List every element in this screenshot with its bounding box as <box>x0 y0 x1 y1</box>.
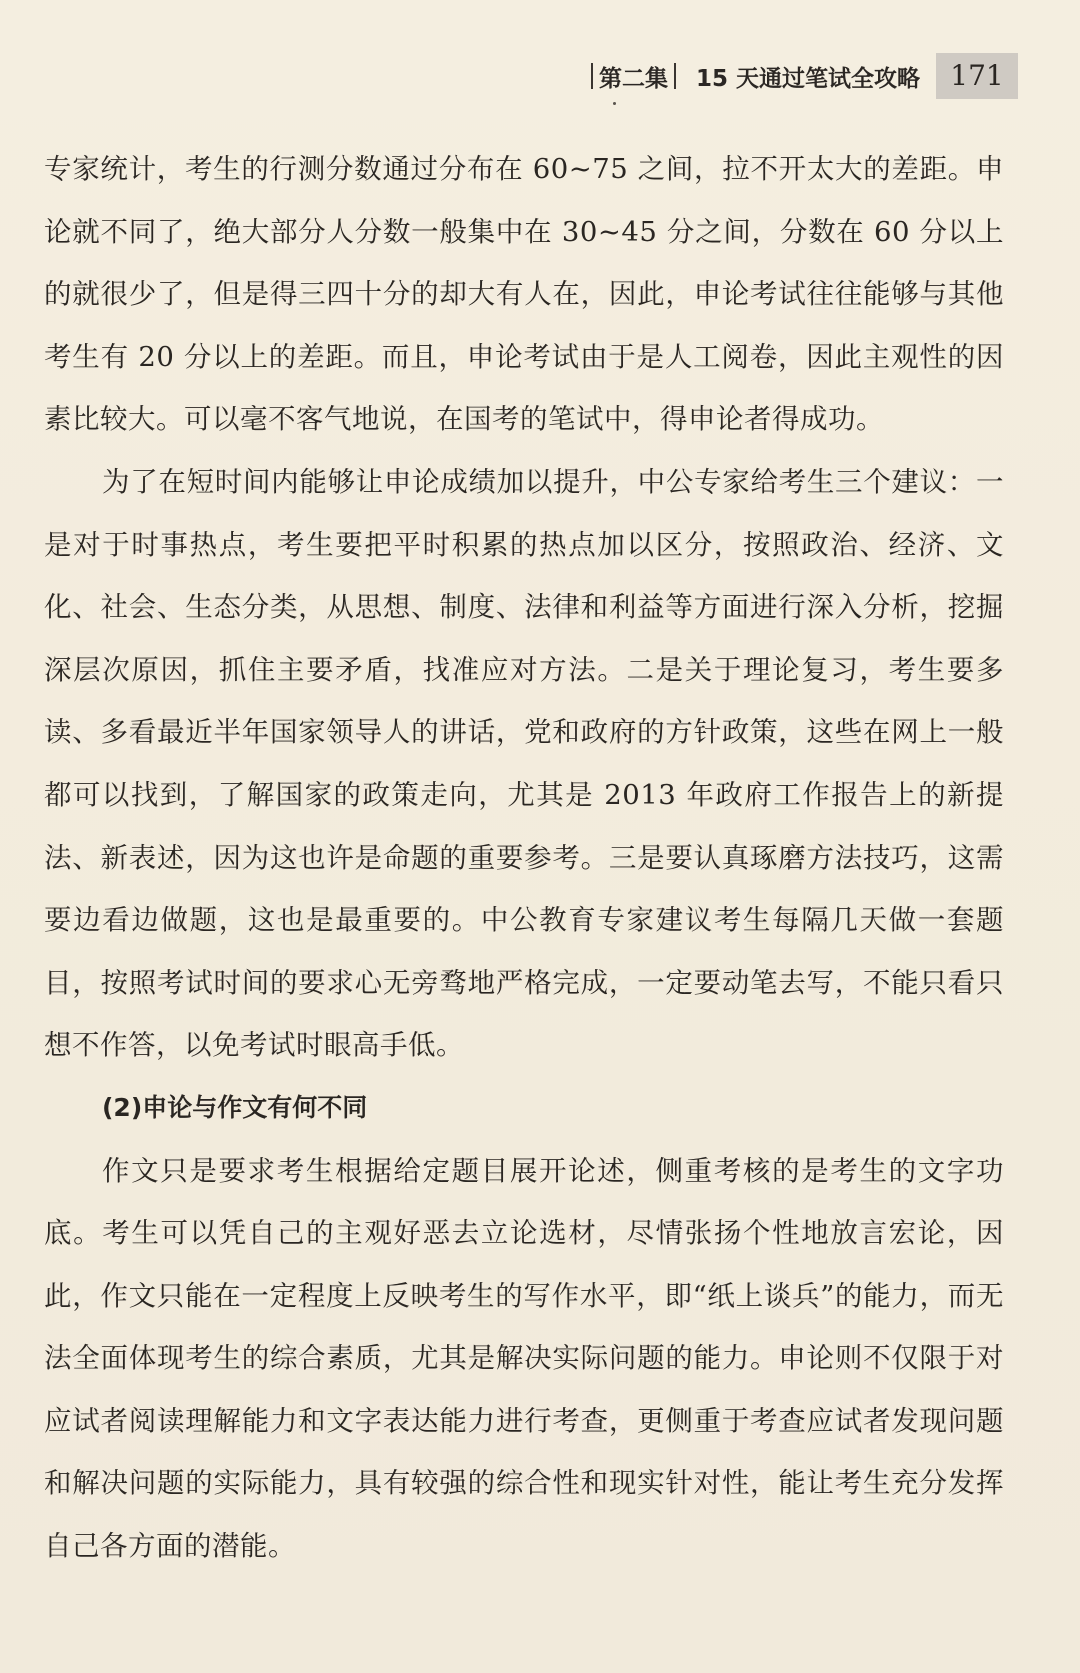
header-title: 15 天通过笔试全攻略 <box>695 65 920 92</box>
page-body <box>44 138 1004 1578</box>
header-divider <box>591 63 593 89</box>
header-section: 第二集 <box>598 65 668 92</box>
running-header <box>585 52 1018 100</box>
print-speck <box>613 102 616 105</box>
page-number: 171 <box>936 53 1018 99</box>
paragraph-2: 为了在短时间内能够让申论成绩加以提升，中公专家给考生三个建议：一是对于时事热点，考生要把平时积累的热点加以区分，按照政治、经济、文化、社会、生态分类，从思想、制度、法律和利益等方面进行深入分析，挖掘深层次原因，抓住主要矛盾，找准应对方法。二是关于理论复习，考生要多读、多看最近半年国家领导人的讲话，党和政府的方针政策，这些在网上一般都可以找到，了解国家的政策走向，尤其是 2013 年政府工作报告上的新提法、新表述，因为这也许是命题的重要参考。三是要认真琢磨方法技巧，这需要边看边做题，这也是最重要的。中公教育专家建议考生每隔几天做一套题目，按照考试时间的要求心无旁骛地严格完成，一定要动笔去写，不能只看只想不作答，以免考试时眼高手低。 <box>44 465 1004 1062</box>
paragraph-1: 专家统计，考生的行测分数通过分布在 60~75 之间，拉不开太大的差距。申论就不同了，绝大部分人分数一般集中在 30~45 分之间，分数在 60 分以上的就很少了，但是得三四十分的却大有人在，因此，申论考试往往能够与其他考生有 20 分以上的差距。而且，申论考试由于是人工阅卷，因此主观性的因素比较大。可以毫不客气地说，在国考的笔试中，得申论者得成功。 <box>44 153 1004 436</box>
paragraph-3: 作文只是要求考生根据给定题目展开论述，侧重考核的是考生的文字功底。考生可以凭自己的主观好恶去立论选材，尽情张扬个性地放言宏论，因此，作文只能在一定程度上反映考生的写作水平，即“纸上谈兵”的能力，而无法全面体现考生的综合素质，尤其是解决实际问题的能力。申论则不仅限于对应试者阅读理解能力和文字表达能力进行考查，更侧重于考查应试者发现问题和解决问题的实际能力，具有较强的综合性和现实针对性，能让考生充分发挥自己各方面的潜能。 <box>44 1154 1004 1563</box>
header-divider <box>674 63 676 89</box>
section-subheading: (2)申论与作文有何不同 <box>102 1092 368 1122</box>
